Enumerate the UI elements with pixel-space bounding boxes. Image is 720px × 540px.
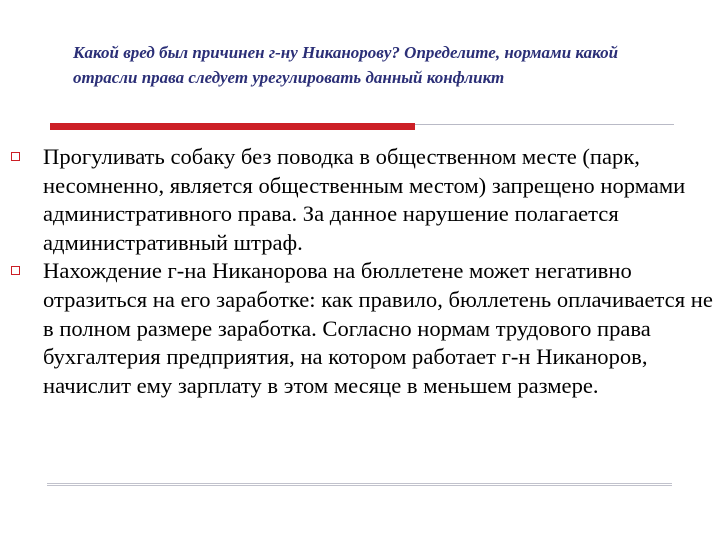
square-bullet-icon (11, 266, 20, 275)
bullet-item (0, 257, 720, 400)
footer-divider-line (47, 483, 672, 486)
bullet-item (0, 143, 720, 257)
title-accent-bar (50, 123, 415, 130)
square-bullet-icon (11, 152, 20, 161)
bullet-list (0, 143, 720, 400)
bullet-text: Нахождение г-на Никанорова на бюллетене может негативно отразиться на его заработке: как правило, бюллетень оплачивается не в полном размере заработка. Согласно нормам трудового права бухгалтерия предприятия, на котором работает г-н Никаноров, начислит ему зарплату в этом месяце в меньшем размере. (43, 258, 713, 398)
slide-title: Какой вред был причинен г-ну Никанорову? Определите, нормами какой отрасли права следует урегулировать данный конфликт (73, 43, 619, 87)
bullet-text: Прогуливать собаку без поводка в общественном месте (парк, несомненно, является общественным местом) запрещено нормами административного права. За данное нарушение полагается административный штраф. (43, 144, 686, 255)
